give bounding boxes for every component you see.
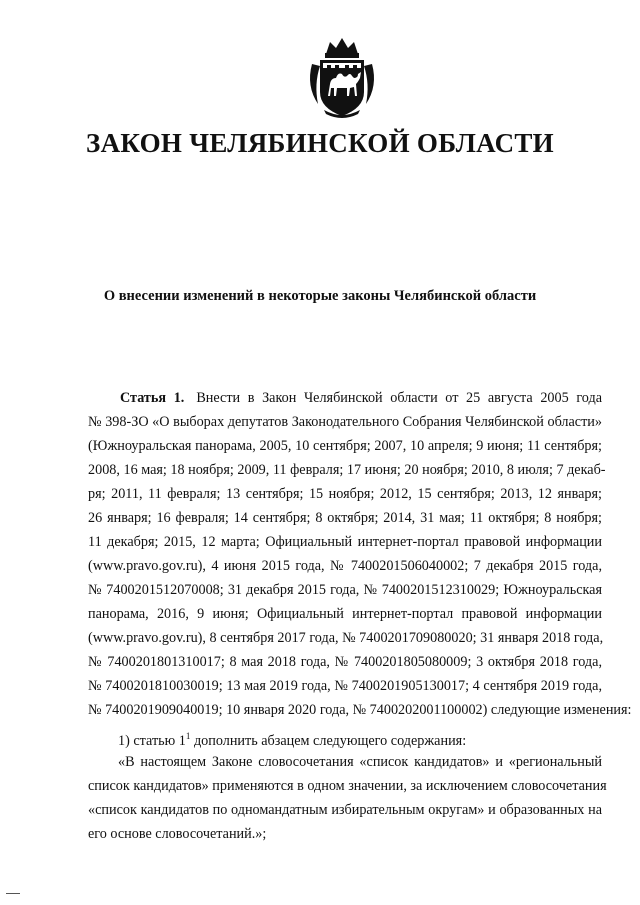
article-text-line: (www.pravo.gov.ru), 8 сентября 2017 года, № 7400201709080020; 31 января 2018 года, [88, 630, 604, 646]
article-1-first-line [120, 388, 602, 408]
coat-of-arms-icon [304, 34, 380, 120]
article-text-line: 2008, 16 мая; 18 ноября; 2009, 11 февраля; 17 июня; 20 ноября; 2010, 8 июля; 7 декаб- [88, 462, 606, 478]
item-1-line [118, 726, 602, 749]
quote-line: «В настоящем Законе словосочетания «список кандидатов» и «региональный [118, 754, 602, 770]
law-title: ЗАКОН ЧЕЛЯБИНСКОЙ ОБЛАСТИ [86, 128, 554, 158]
article-text-line: № 398-ЗО «О выборах депутатов Законодательного Собрания Челябинской области» [88, 414, 602, 430]
item-1-superscript: 1 [185, 731, 191, 741]
quote-line: его основе словосочетаний.»; [88, 826, 267, 842]
article-text-line: 26 января; 16 февраля; 14 сентября; 8 октября; 2014, 31 мая; 11 октября; 8 ноября; [88, 510, 602, 526]
article-text-line: № 7400201512070008; 31 декабря 2015 года, № 7400201512310029; Южноуральская [88, 582, 602, 598]
article-text-line: панорама, 2016, 9 июня; Официальный интернет-портал правовой информации [88, 606, 602, 622]
item-1-after: дополнить абзацем следующего содержания: [190, 733, 467, 749]
quote-line: «список кандидатов по одномандатным избирательным округам» и образованных на [88, 802, 602, 818]
article-text-line: Внести в Закон Челябинской области от 25 августа 2005 года [196, 390, 603, 406]
article-text-line: (www.pravo.gov.ru), 4 июня 2015 года, № 7400201506040002; 7 декабря 2015 года, [88, 558, 602, 574]
article-text-line: № 7400201801310017; 8 мая 2018 года, № 7400201805080009; 3 октября 2018 года, [88, 654, 602, 670]
quote-line: список кандидатов» применяются в одном значении, за исключением словосочетания [88, 778, 607, 794]
article-text-line: № 7400201909040019; 10 января 2020 года, № 7400202001100002) следующие изменения: [88, 702, 632, 718]
article-text-line: ря; 2011, 11 февраля; 13 сентября; 15 ноября; 2012, 15 сентября; 2013, 12 января; [88, 486, 602, 502]
page-edge-mark [6, 893, 20, 894]
article-text-line: № 7400201810030019; 13 мая 2019 года, № 7400201905130017; 4 сентября 2019 года, [88, 678, 602, 694]
article-text-line: (Южноуральская панорама, 2005, 10 сентября; 2007, 10 апреля; 9 июня; 11 сентября; [88, 438, 602, 454]
law-subject: О внесении изменений в некоторые законы Челябинской области [103, 288, 537, 304]
article-text-line: 11 декабря; 2015, 12 марта; Официальный интернет-портал правовой информации [88, 534, 602, 550]
item-1-before: 1) статью 1 [118, 733, 186, 749]
article-label: Статья 1. [120, 390, 185, 406]
